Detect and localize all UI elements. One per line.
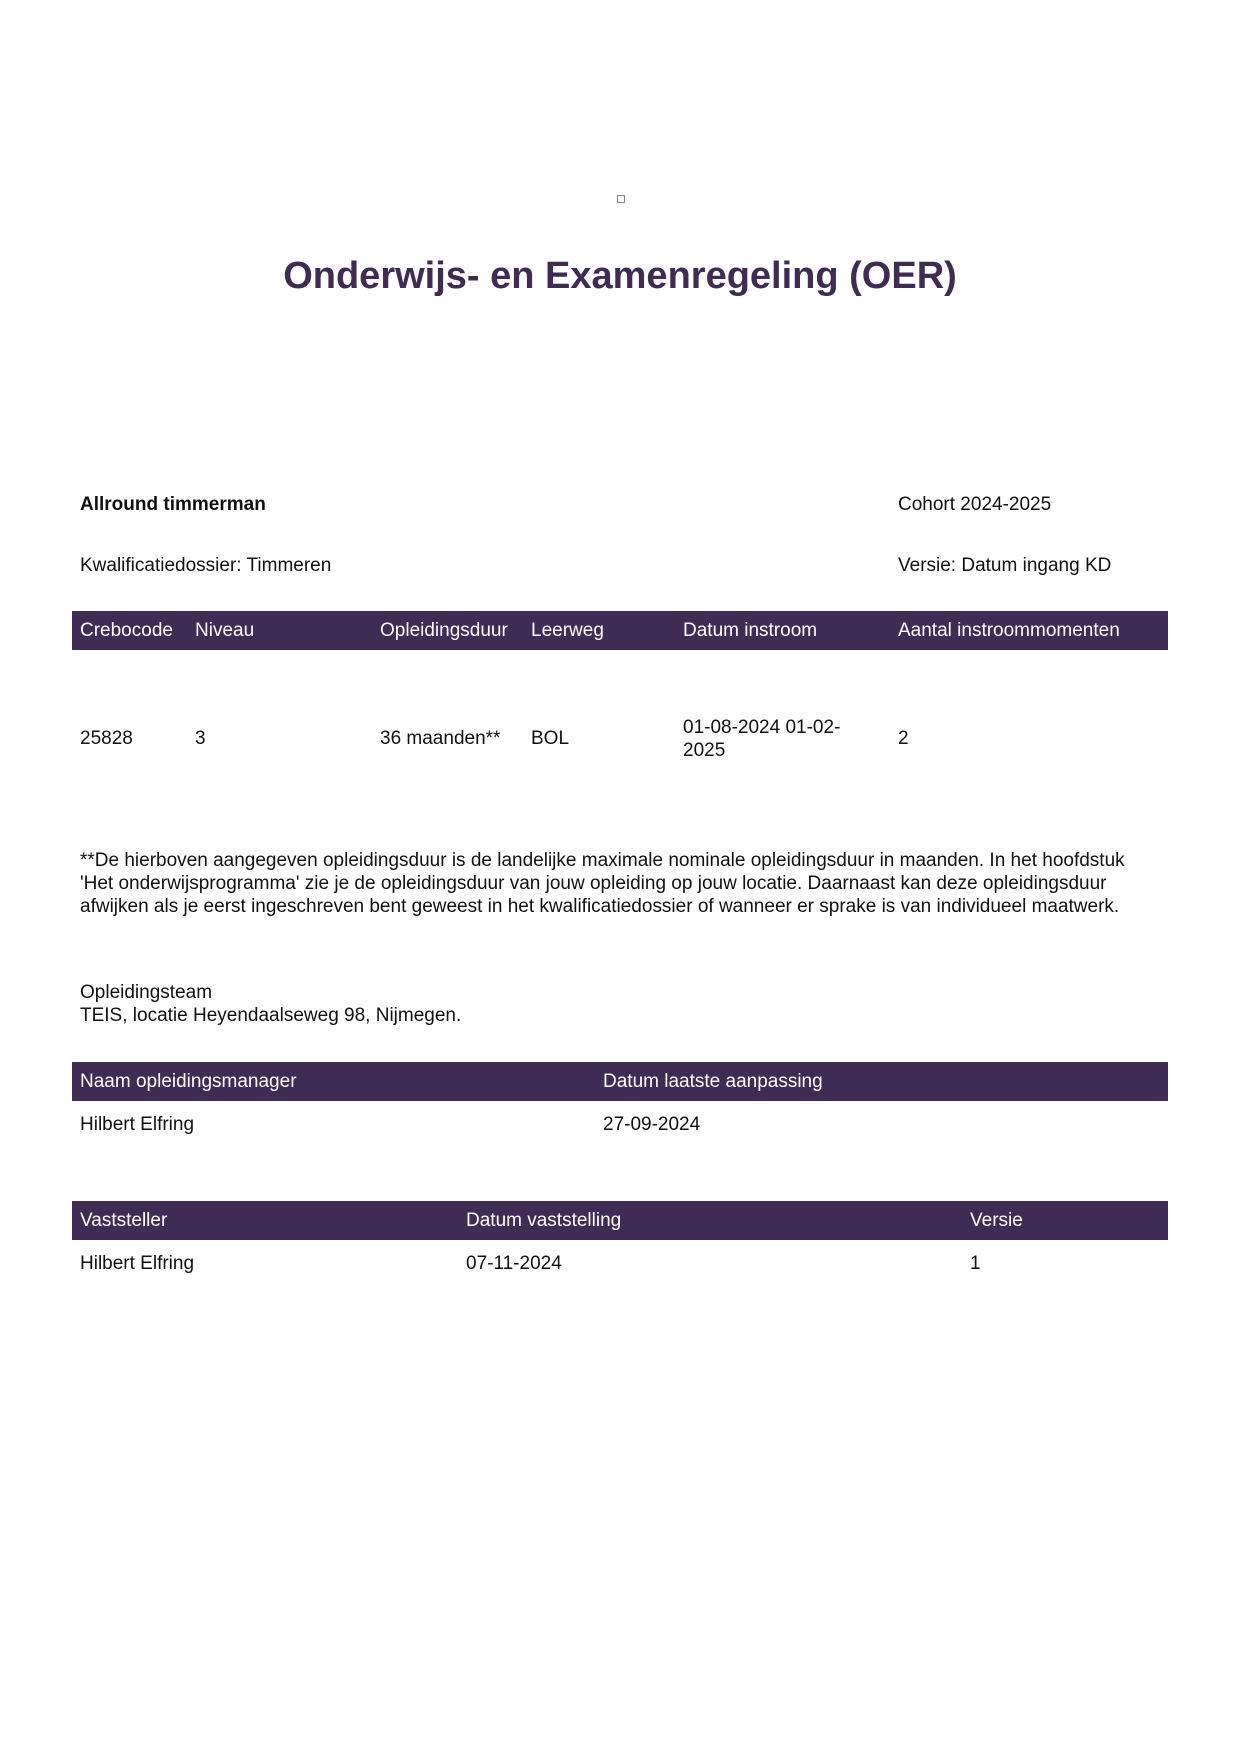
header-leerweg: Leerweg bbox=[531, 620, 604, 641]
header-crebocode: Crebocode bbox=[80, 620, 173, 641]
cell-laatste-aanpassing: 27-09-2024 bbox=[603, 1114, 701, 1135]
header-niveau: Niveau bbox=[195, 620, 255, 641]
kwalificatiedossier-label: Kwalificatiedossier: Timmeren bbox=[80, 555, 332, 576]
cell-leerweg: BOL bbox=[531, 728, 570, 749]
cell-manager-name: Hilbert Elfring bbox=[80, 1114, 195, 1135]
programme-name: Allround timmerman bbox=[80, 494, 266, 515]
team-location: TEIS, locatie Heyendaalseweg 98, Nijmegen. bbox=[80, 1005, 462, 1026]
main-table-header bbox=[72, 611, 1168, 650]
cell-datum-instroom: 01-08-2024 01-02-2025 bbox=[683, 717, 841, 761]
header-opleidingsduur: Opleidingsduur bbox=[380, 620, 508, 641]
header-vaststeller: Vaststeller bbox=[80, 1210, 168, 1231]
vaststelling-table-header bbox=[72, 1201, 1168, 1240]
cohort-label: Cohort 2024-2025 bbox=[898, 494, 1052, 515]
footnote-paragraph: **De hierboven aangegeven opleidingsduur is de landelijke maximale nominale opleidingsduur in maanden. In het hoofdstuk 'Het onderwijsprogramma' zie je de opleidingsduur van jouw opleiding op jouw locatie. Daarnaast kan deze opleidingsduur afwijken als je eerst ingeschreven bent geweest in het kwalificatiedossier of wanneer er sprake is van individueel maatwerk. bbox=[80, 850, 1125, 917]
page-title: Onderwijs- en Examenregeling (OER) bbox=[283, 255, 957, 297]
cell-aantal-instroommomenten: 2 bbox=[898, 728, 909, 749]
cell-opleidingsduur: 36 maanden** bbox=[380, 728, 501, 749]
header-aantal-instroommomenten: Aantal instroommomenten bbox=[898, 620, 1120, 641]
manager-table-header bbox=[72, 1062, 1168, 1101]
header-datum-instroom: Datum instroom bbox=[683, 620, 818, 641]
cell-versie: 1 bbox=[970, 1253, 981, 1274]
header-naam-opleidingsmanager: Naam opleidingsmanager bbox=[80, 1071, 297, 1092]
versie-label: Versie: Datum ingang KD bbox=[898, 555, 1112, 576]
cell-crebocode: 25828 bbox=[80, 728, 133, 749]
team-label: Opleidingsteam bbox=[80, 982, 213, 1003]
header-datum-vaststelling: Datum vaststelling bbox=[466, 1210, 622, 1231]
cell-vaststeller: Hilbert Elfring bbox=[80, 1253, 195, 1274]
small-square-icon bbox=[617, 195, 625, 203]
header-datum-laatste-aanpassing: Datum laatste aanpassing bbox=[603, 1071, 823, 1092]
cell-niveau: 3 bbox=[195, 728, 206, 749]
cell-datum-vaststelling: 07-11-2024 bbox=[466, 1253, 562, 1274]
header-versie: Versie bbox=[970, 1210, 1023, 1231]
